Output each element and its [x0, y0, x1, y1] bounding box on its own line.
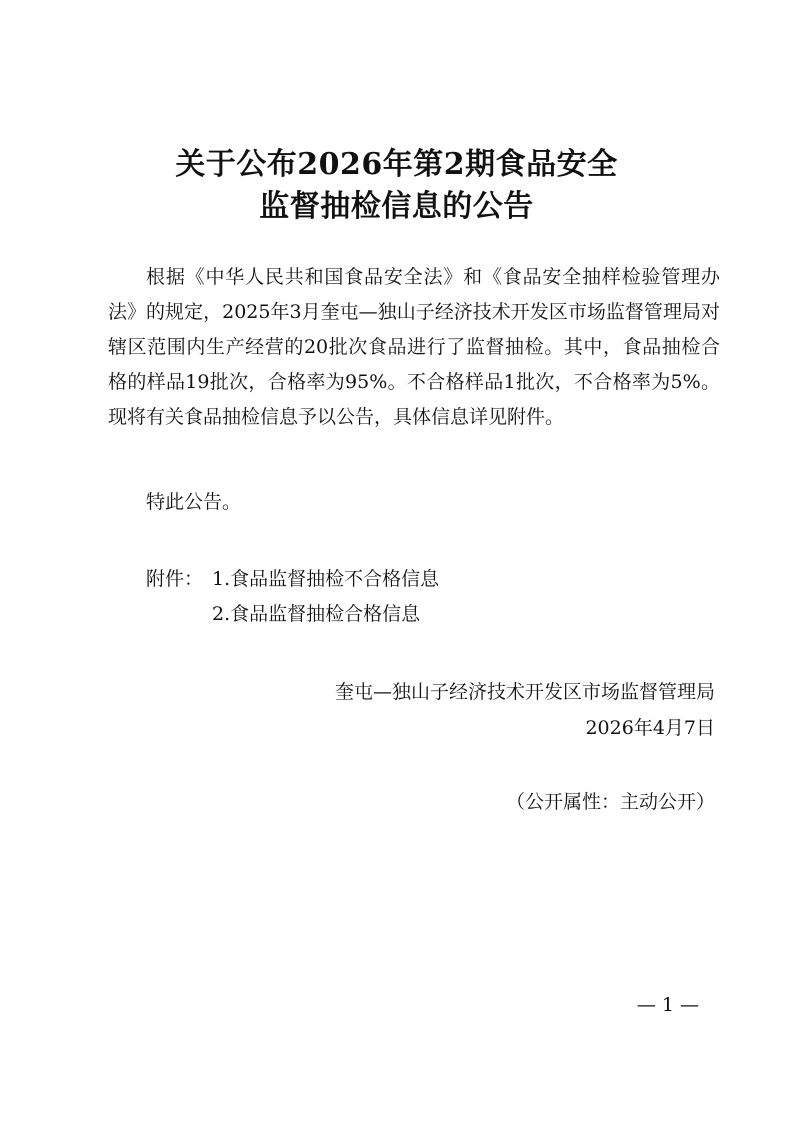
signature-organization: 奎屯—独山子经济技术开发区市场监督管理局: [334, 681, 715, 703]
body-paragraph: 根据《中华人民共和国食品安全法》和《食品安全抽样检验管理办法》的规定，2025年3月奎屯—独山子经济技术开发区市场监督管理局对辖区范围内生产经营的20批次食品进行了监督抽检。其中，食品抽检合格的样品19批次，合格率为95%。不合格样品1批次，不合格率为5%。现将有关食品抽检信息予以公告，具体信息详见附件。: [108, 266, 720, 428]
document-title-line-2: 监督抽检信息的公告: [259, 189, 534, 224]
signature-date: 2026年4月7日: [585, 717, 715, 739]
attachment-item-1: 1.食品监督抽检不合格信息: [212, 568, 440, 590]
attachment-item-2: 2.食品监督抽检合格信息: [212, 603, 421, 625]
document-title-line-1: 关于公布2026年第2期食品安全: [175, 147, 618, 182]
attachments-label: 附件：: [146, 568, 204, 590]
closing-text: 特此公告。: [146, 491, 242, 513]
page-number: — 1 —: [636, 994, 699, 1016]
disclosure-attribute: （公开属性：主动公开）: [505, 791, 715, 813]
